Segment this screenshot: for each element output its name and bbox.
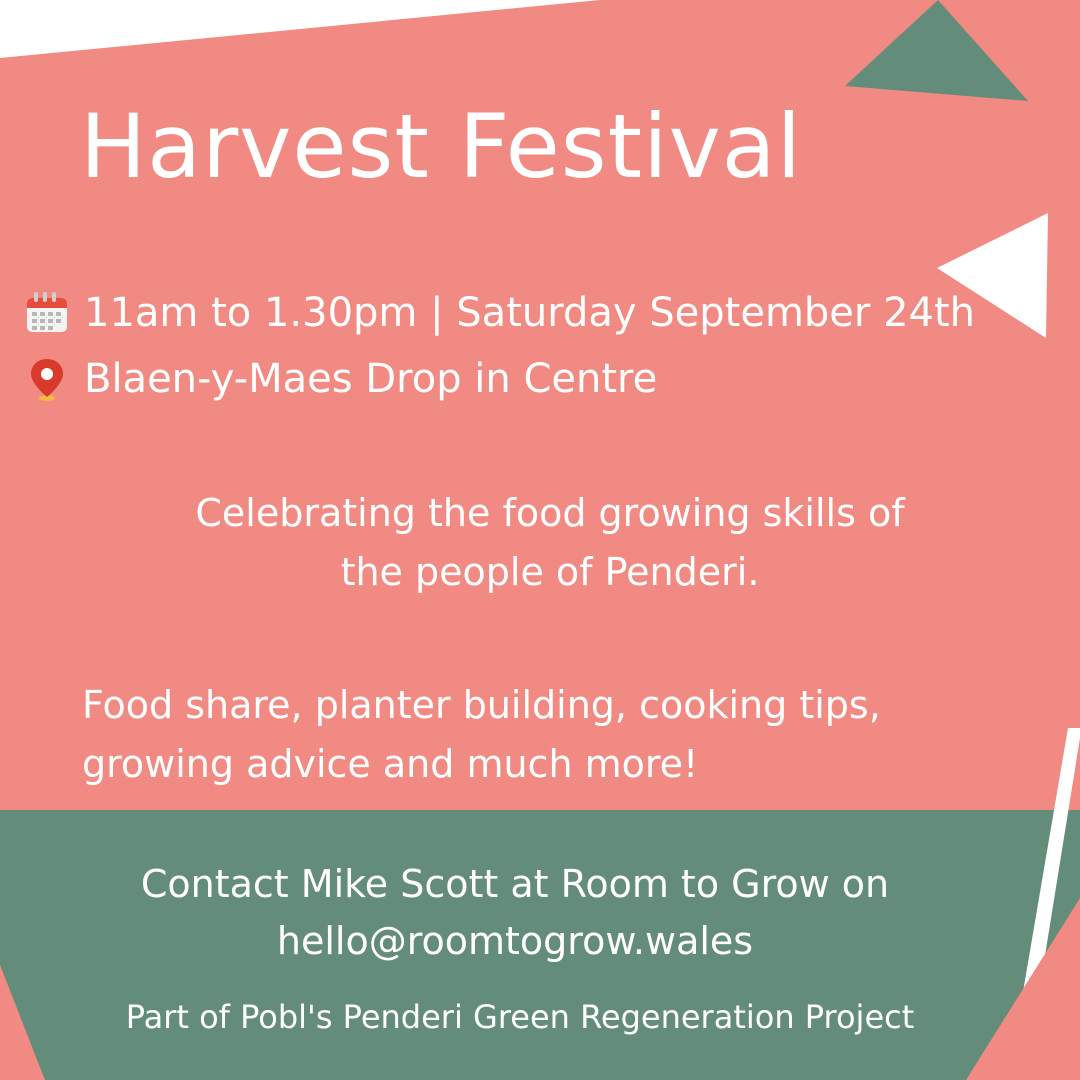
- top-green-triangle: [845, 0, 1028, 101]
- event-date-time: [24, 290, 975, 336]
- description-line-1: Celebrating the food growing skills of: [195, 491, 905, 535]
- event-location-text: Blaen-y-Maes Drop in Centre: [84, 356, 658, 402]
- project-note: Part of Pobl's Penderi Green Regeneration Project: [125, 998, 915, 1036]
- activities-line-2: growing advice and much more!: [82, 741, 699, 786]
- event-activities: [82, 676, 982, 794]
- bottom-left-pink-triangle: [0, 965, 45, 1080]
- contact-email[interactable]: hello@roomtogrow.wales: [276, 919, 754, 963]
- activities-line-1: Food share, planter building, cooking tips,: [82, 683, 881, 727]
- top-white-band: [0, 0, 600, 58]
- location-pin-icon: [24, 356, 70, 402]
- description-line-2: the people of Penderi.: [340, 549, 760, 594]
- event-location: [24, 356, 657, 402]
- event-description: [150, 484, 950, 602]
- bottom-right-pink-triangle: [966, 898, 1080, 1080]
- contact-line-1: Contact Mike Scott at Room to Grow on: [140, 862, 890, 906]
- contact-details: [90, 856, 940, 970]
- page-title: Harvest Festival: [80, 95, 803, 198]
- calendar-icon: [24, 290, 70, 336]
- event-date-text: 11am to 1.30pm | Saturday September 24th: [84, 290, 975, 336]
